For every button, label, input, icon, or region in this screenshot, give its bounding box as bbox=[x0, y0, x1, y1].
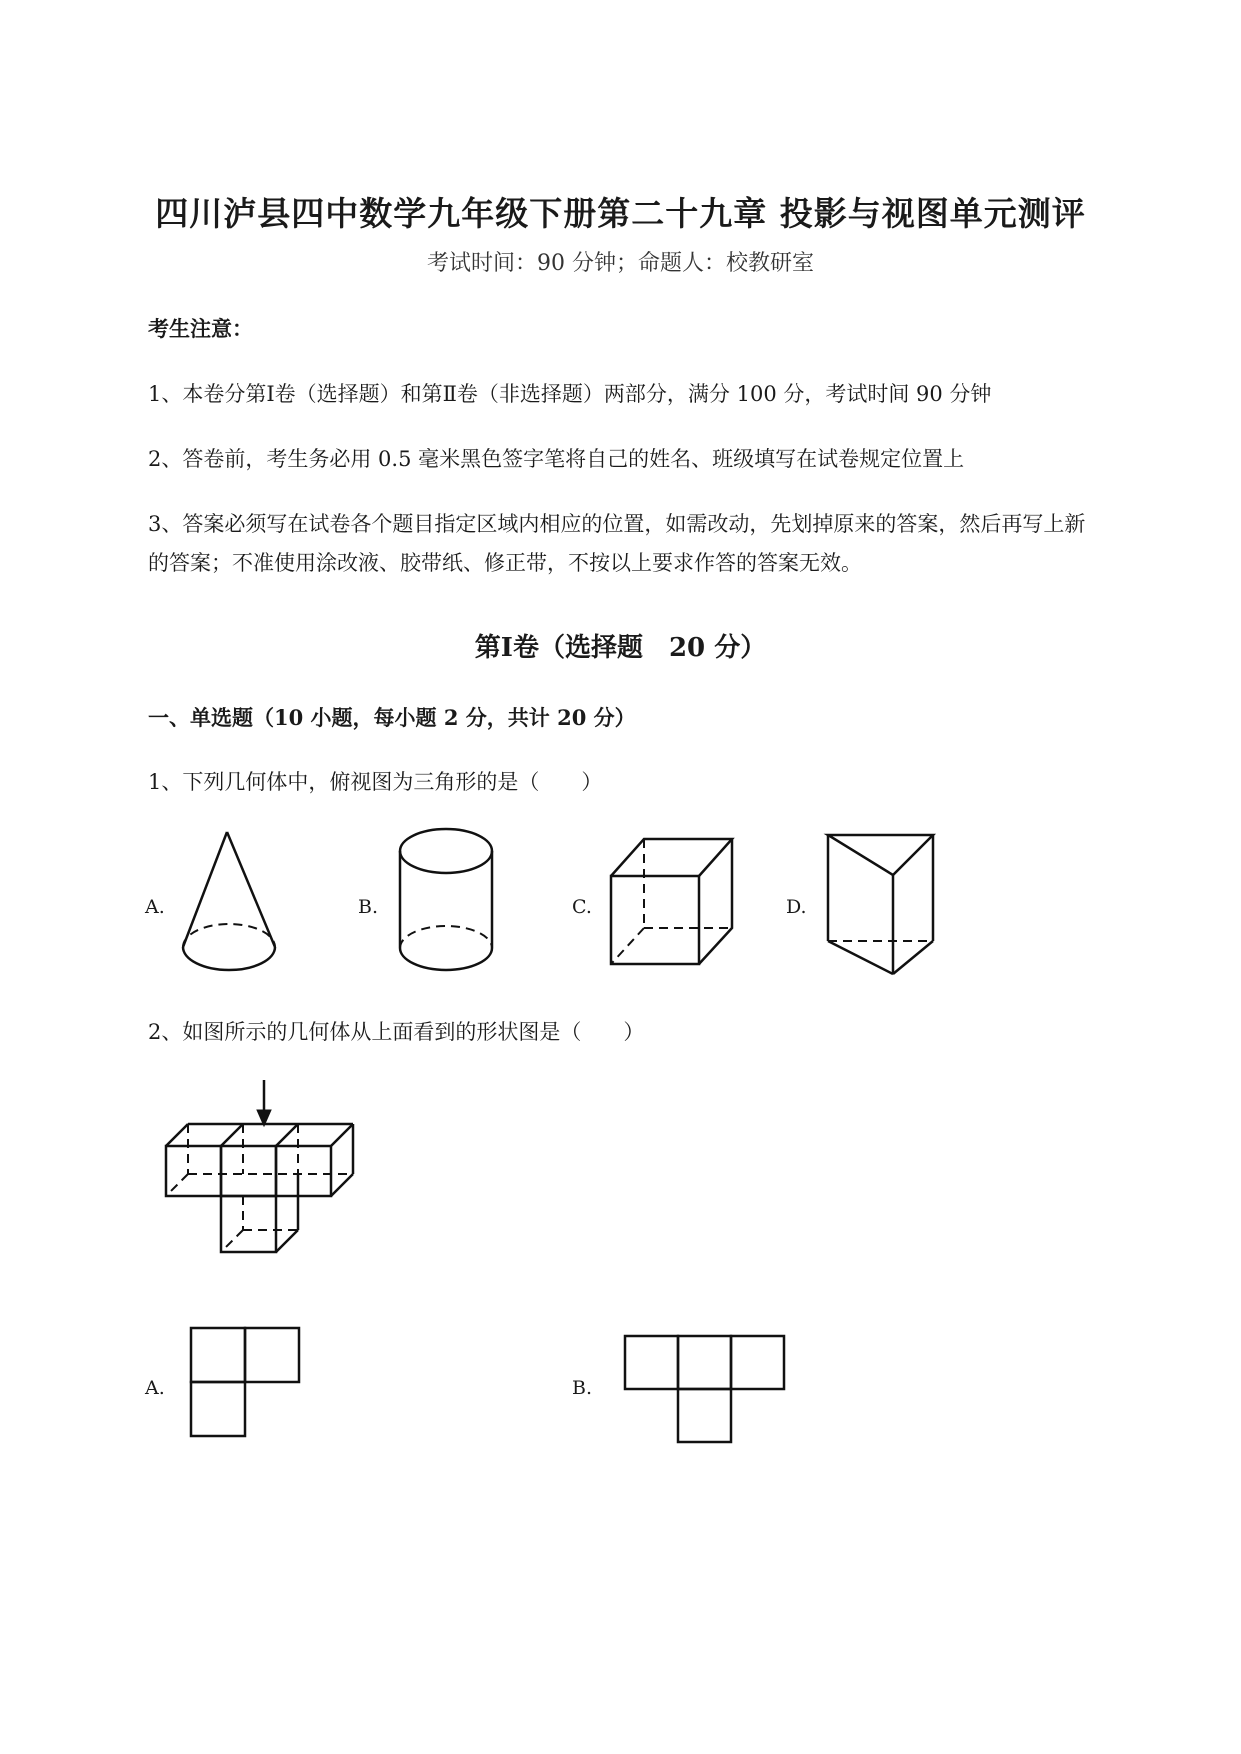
composite-solid-figure bbox=[160, 1078, 360, 1258]
t-shape-view-icon bbox=[623, 1334, 788, 1449]
notice-item-2: 2、答卷前，考生务必用 0.5 毫米黑色签字笔将自己的姓名、班级填写在试卷规定位置上 bbox=[148, 447, 965, 471]
section-title: 第Ⅰ卷（选择题 20 分） bbox=[474, 633, 767, 663]
l-shape-view-icon bbox=[189, 1326, 304, 1441]
q1-option-c-label: C. bbox=[572, 896, 592, 918]
notice-heading: 考生注意： bbox=[148, 316, 253, 341]
cube-icon bbox=[608, 836, 733, 971]
cylinder-icon bbox=[398, 826, 498, 976]
q1-option-b-label: B. bbox=[358, 896, 379, 918]
q1-option-d-label: D. bbox=[786, 896, 807, 918]
part-heading: 一、单选题（10 小题，每小题 2 分，共计 20 分） bbox=[148, 705, 636, 730]
notice-item-3-line-2: 的答案；不准使用涂改液、胶带纸、修正带，不按以上要求作答的答案无效。 bbox=[148, 551, 862, 575]
page-title: 四川泸县四中数学九年级下册第二十九章 投影与视图单元测评 bbox=[155, 194, 1086, 233]
cone-icon bbox=[180, 830, 280, 975]
notice-item-1: 1、本卷分第Ⅰ卷（选择题）和第Ⅱ卷（非选择题）两部分，满分 100 分，考试时间 90 分钟 bbox=[148, 382, 992, 406]
notice-item-3-line-1: 3、答案必须写在试卷各个题目指定区域内相应的位置，如需改动，先划掉原来的答案，然后再写上新 bbox=[148, 512, 1086, 536]
triangular-prism-icon bbox=[825, 832, 935, 977]
question-1-stem: 1、下列几何体中，俯视图为三角形的是（ ） bbox=[148, 770, 603, 794]
question-2-stem: 2、如图所示的几何体从上面看到的形状图是（ ） bbox=[148, 1020, 645, 1044]
q2-option-b-label: B. bbox=[572, 1377, 593, 1399]
exam-info: 考试时间：90 分钟；命题人：校教研室 bbox=[427, 251, 814, 276]
q2-option-a-label: A. bbox=[145, 1377, 165, 1399]
q1-option-a-label: A. bbox=[145, 896, 165, 918]
